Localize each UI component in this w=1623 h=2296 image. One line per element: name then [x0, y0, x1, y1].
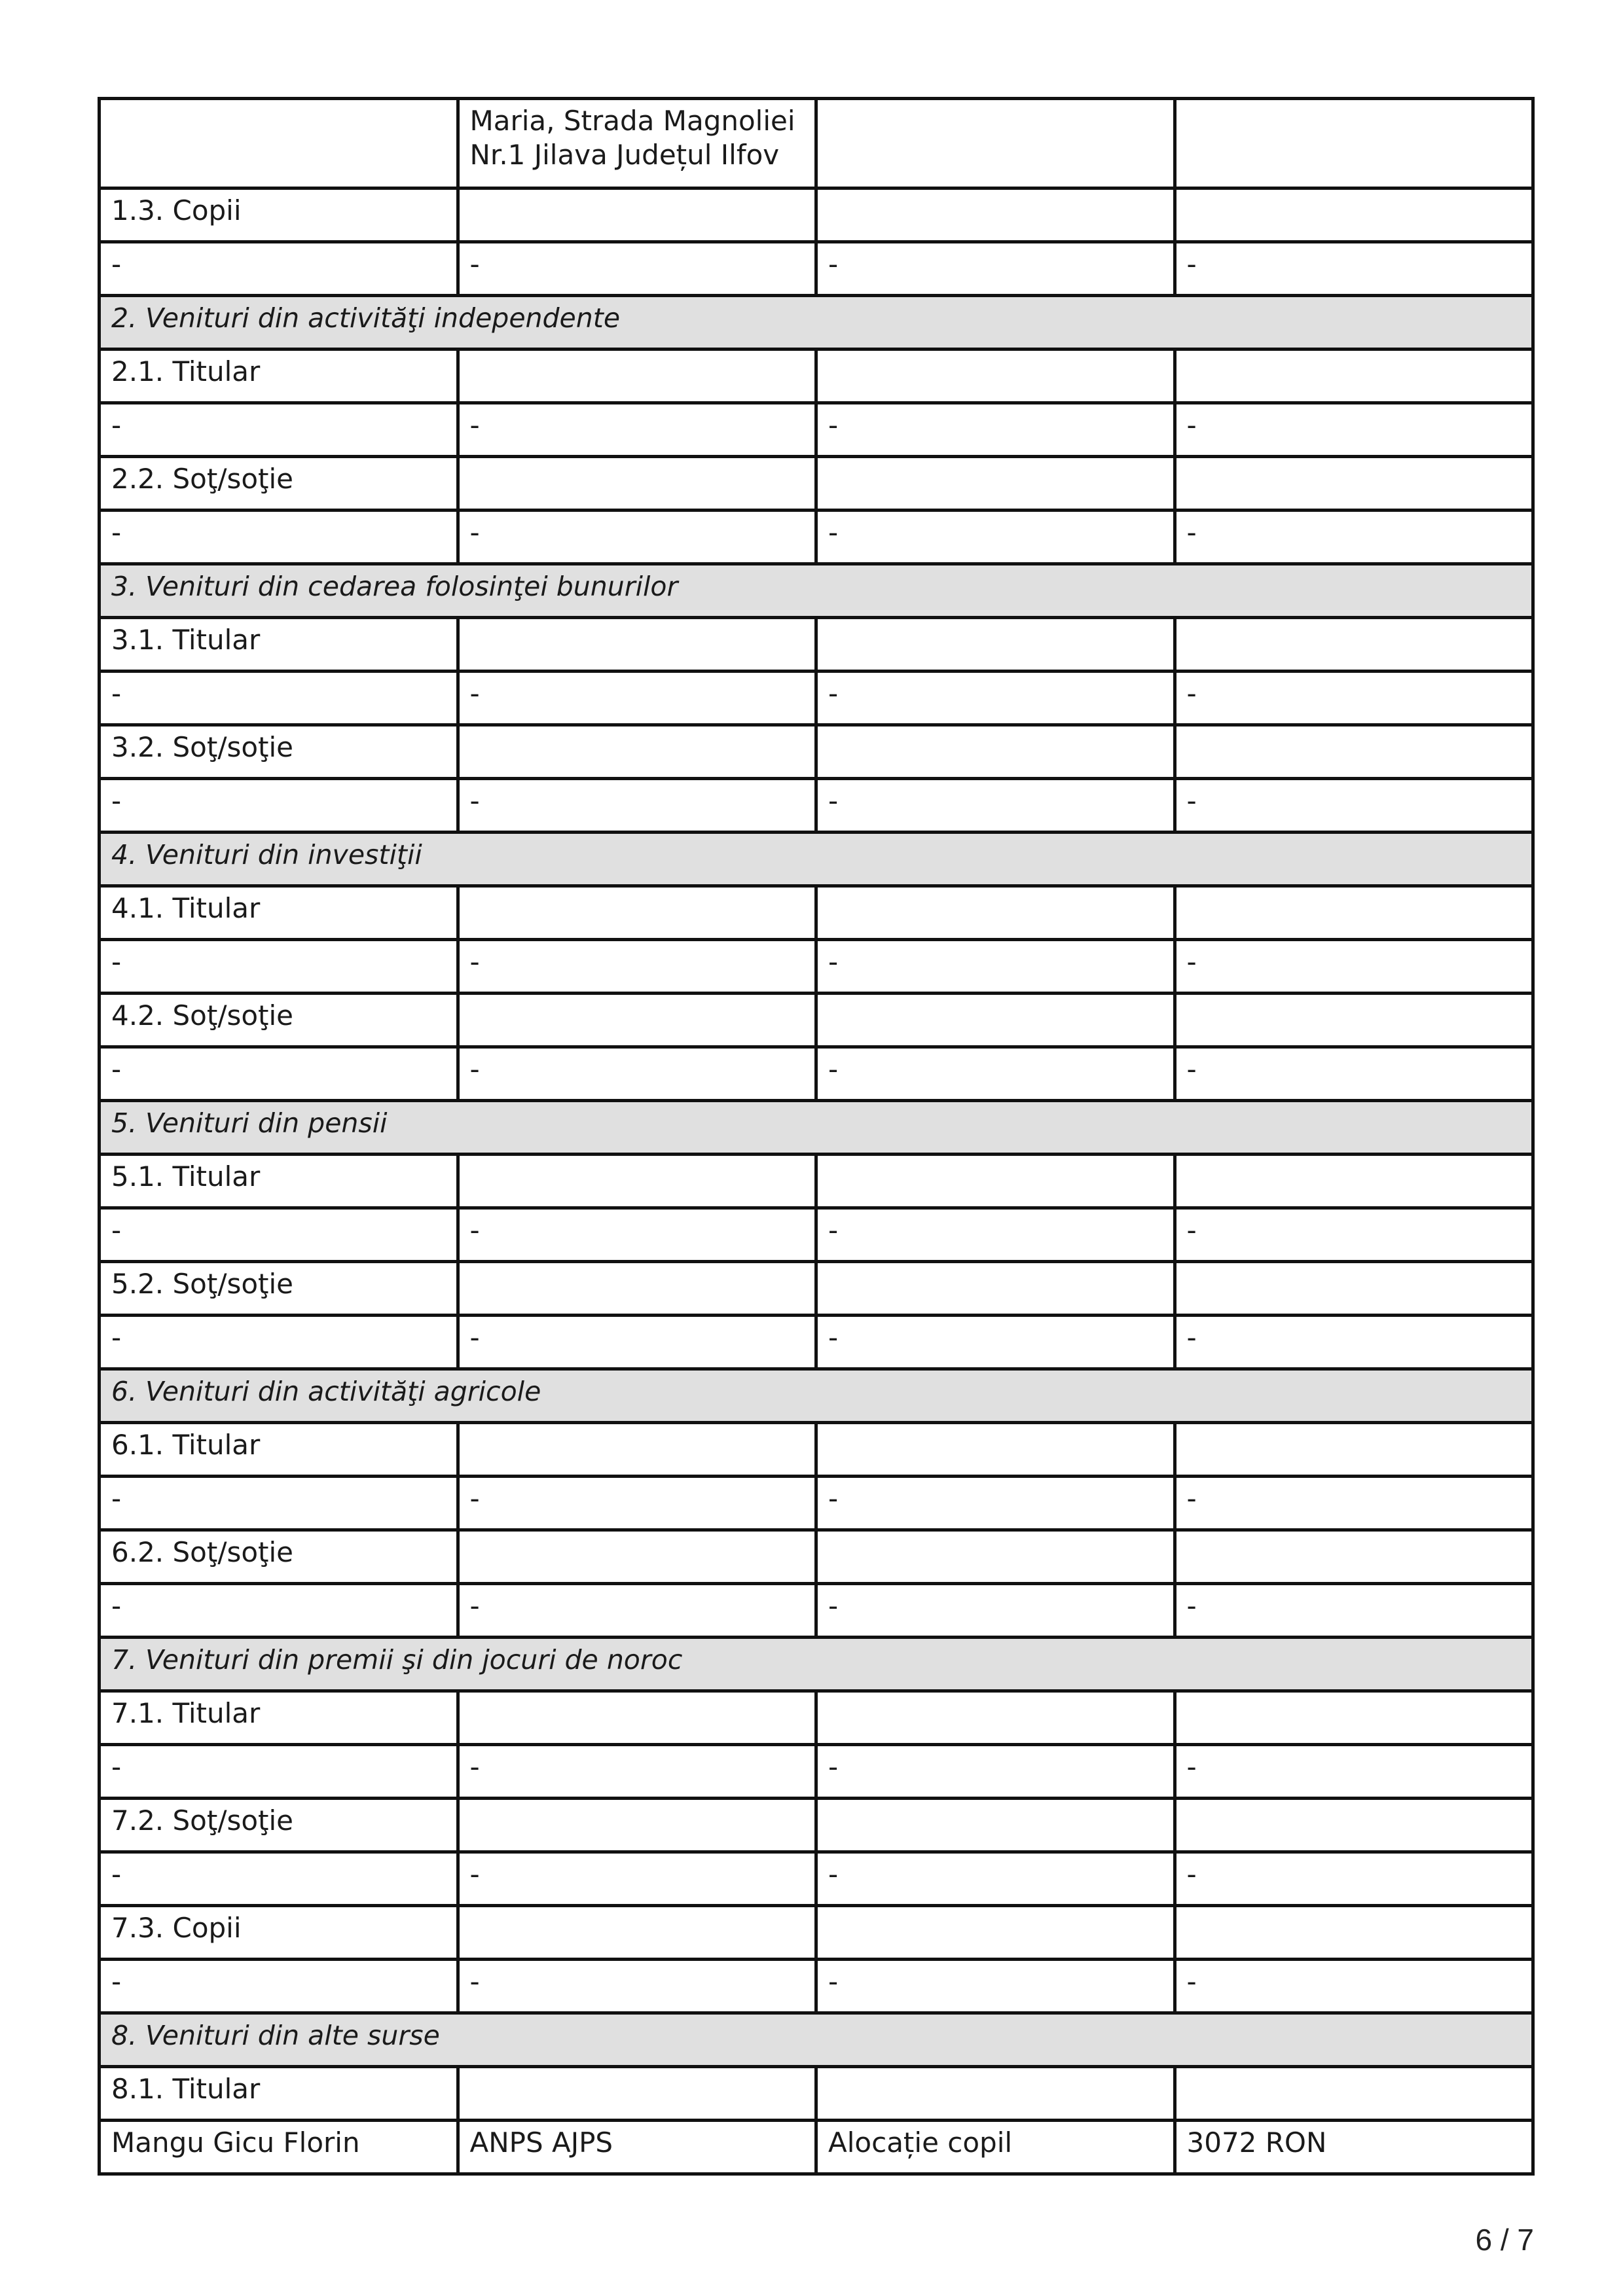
- table-cell: -: [816, 1208, 1175, 1262]
- table-cell: 7.3. Copii: [100, 1906, 458, 1960]
- table-cell: -: [1175, 1477, 1533, 1530]
- table-cell: -: [100, 1316, 458, 1369]
- table-row: [100, 1316, 1533, 1369]
- page-number: 6 / 7: [1475, 2223, 1534, 2257]
- table-cell: -: [100, 940, 458, 994]
- table-cell: -: [1175, 672, 1533, 725]
- table-cell: -: [1175, 1584, 1533, 1638]
- table-cell: -: [1175, 511, 1533, 564]
- table-row: [100, 940, 1533, 994]
- table-cell: -: [458, 1960, 816, 2013]
- table-cell: -: [100, 1047, 458, 1101]
- table-cell: -: [100, 672, 458, 725]
- table-cell: [458, 994, 816, 1047]
- table-cell: [1175, 457, 1533, 511]
- table-cell: -: [1175, 1208, 1533, 1262]
- table-cell: -: [1175, 940, 1533, 994]
- table-cell: -: [100, 1584, 458, 1638]
- table-cell: -: [816, 511, 1175, 564]
- table-row: [100, 1691, 1533, 1745]
- table-cell: [1175, 1799, 1533, 1852]
- table-cell: -: [100, 511, 458, 564]
- table-cell: Mangu Gicu Florin: [100, 2121, 458, 2174]
- table-cell: -: [816, 1745, 1175, 1799]
- table-cell: [458, 457, 816, 511]
- table-row: [100, 1477, 1533, 1530]
- table-cell: [458, 1423, 816, 1477]
- table-cell: -: [100, 1852, 458, 1906]
- table-cell: [1175, 1262, 1533, 1316]
- section-header-row: [100, 1101, 1533, 1155]
- table-cell: 6.2. Soţ/soţie: [100, 1530, 458, 1584]
- table-cell: -: [1175, 1852, 1533, 1906]
- table-row: [100, 1745, 1533, 1799]
- table-cell: [816, 2067, 1175, 2121]
- section-title: 3. Venituri din cedarea folosinţei bunurilor: [100, 564, 1533, 618]
- table-cell: [816, 1691, 1175, 1745]
- table-cell: [816, 1799, 1175, 1852]
- table-cell: [1175, 1155, 1533, 1208]
- table-cell: -: [816, 1316, 1175, 1369]
- table-cell: [816, 457, 1175, 511]
- table-cell: [816, 725, 1175, 779]
- table-cell: Maria, Strada Magnoliei Nr.1 Jilava Județul Ilfov: [458, 99, 816, 188]
- table-cell: -: [458, 1477, 816, 1530]
- table-cell: [816, 99, 1175, 188]
- table-cell: -: [1175, 1745, 1533, 1799]
- table-cell: -: [458, 779, 816, 833]
- table-cell: -: [458, 511, 816, 564]
- table-cell: [458, 350, 816, 403]
- table-cell: [816, 1423, 1175, 1477]
- table-cell: [1175, 2067, 1533, 2121]
- table-row: [100, 1530, 1533, 1584]
- table-row: [100, 1960, 1533, 2013]
- table-cell: -: [458, 1745, 816, 1799]
- table-row: [100, 886, 1533, 940]
- table-cell: -: [816, 779, 1175, 833]
- table-row: [100, 1852, 1533, 1906]
- table-cell: [1175, 1691, 1533, 1745]
- table-cell: [1175, 1530, 1533, 1584]
- table-row: [100, 1262, 1533, 1316]
- table-cell: -: [100, 1960, 458, 2013]
- table-cell: [1175, 350, 1533, 403]
- table-cell: [1175, 99, 1533, 188]
- section-title: 8. Venituri din alte surse: [100, 2013, 1533, 2067]
- table-row: [100, 994, 1533, 1047]
- table-cell: 6.1. Titular: [100, 1423, 458, 1477]
- table-cell: -: [100, 1745, 458, 1799]
- table-cell: -: [1175, 1960, 1533, 2013]
- table-cell: -: [1175, 403, 1533, 457]
- table-cell: -: [1175, 1316, 1533, 1369]
- table-cell: -: [100, 1208, 458, 1262]
- table-cell: 3.1. Titular: [100, 618, 458, 672]
- section-title: 2. Venituri din activităţi independente: [100, 296, 1533, 350]
- table-cell: [458, 618, 816, 672]
- table-cell: ANPS AJPS: [458, 2121, 816, 2174]
- table-cell: 1.3. Copii: [100, 188, 458, 242]
- table-cell: [458, 1906, 816, 1960]
- table-cell: -: [816, 672, 1175, 725]
- table-cell: [458, 1530, 816, 1584]
- table-cell: 7.2. Soţ/soţie: [100, 1799, 458, 1852]
- table-cell: [458, 886, 816, 940]
- table-cell: -: [100, 403, 458, 457]
- table-cell: -: [100, 242, 458, 296]
- income-table: [98, 97, 1535, 2176]
- table-cell: -: [816, 403, 1175, 457]
- table-cell: Alocație copil: [816, 2121, 1175, 2174]
- table-cell: 3.2. Soţ/soţie: [100, 725, 458, 779]
- table-cell: -: [458, 1852, 816, 1906]
- table-cell: [816, 1262, 1175, 1316]
- table-cell: -: [458, 1316, 816, 1369]
- section-header-row: [100, 833, 1533, 886]
- table-cell: -: [458, 1584, 816, 1638]
- table-cell: [1175, 618, 1533, 672]
- table-row: [100, 2067, 1533, 2121]
- section-header-row: [100, 1369, 1533, 1423]
- table-cell: [458, 1691, 816, 1745]
- table-row: [100, 242, 1533, 296]
- table-cell: -: [1175, 779, 1533, 833]
- table-row: [100, 1906, 1533, 1960]
- table-cell: [1175, 1423, 1533, 1477]
- section-title: 5. Venituri din pensii: [100, 1101, 1533, 1155]
- table-cell: 7.1. Titular: [100, 1691, 458, 1745]
- table-row: [100, 1155, 1533, 1208]
- table-cell: [1175, 886, 1533, 940]
- table-cell: -: [458, 672, 816, 725]
- table-row: [100, 1208, 1533, 1262]
- table-row: [100, 1047, 1533, 1101]
- table-row: [100, 779, 1533, 833]
- table-cell: 4.2. Soţ/soţie: [100, 994, 458, 1047]
- table-row: [100, 99, 1533, 188]
- section-title: 6. Venituri din activităţi agricole: [100, 1369, 1533, 1423]
- table-cell: [816, 886, 1175, 940]
- table-cell: -: [100, 1477, 458, 1530]
- table-row: [100, 672, 1533, 725]
- section-title: 4. Venituri din investiţii: [100, 833, 1533, 886]
- table-row: [100, 725, 1533, 779]
- table-cell: 2.1. Titular: [100, 350, 458, 403]
- table-cell: [816, 1530, 1175, 1584]
- table-cell: [458, 1799, 816, 1852]
- table-cell: [816, 1906, 1175, 1960]
- table-row: [100, 457, 1533, 511]
- section-header-row: [100, 564, 1533, 618]
- table-cell: 4.1. Titular: [100, 886, 458, 940]
- table-cell: [816, 618, 1175, 672]
- table-cell: 2.2. Soţ/soţie: [100, 457, 458, 511]
- table-row: [100, 511, 1533, 564]
- table-cell: -: [816, 1477, 1175, 1530]
- table-row: [100, 618, 1533, 672]
- table-cell: [1175, 725, 1533, 779]
- table-cell: -: [816, 1584, 1175, 1638]
- section-title: 7. Venituri din premii şi din jocuri de noroc: [100, 1638, 1533, 1691]
- table-cell: -: [458, 1208, 816, 1262]
- table-cell: -: [816, 940, 1175, 994]
- table-cell: [458, 1262, 816, 1316]
- section-header-row: [100, 1638, 1533, 1691]
- table-cell: [816, 350, 1175, 403]
- table-row: [100, 350, 1533, 403]
- table-cell: -: [1175, 1047, 1533, 1101]
- table-cell: -: [1175, 242, 1533, 296]
- table-cell: [458, 188, 816, 242]
- table-cell: [458, 1155, 816, 1208]
- table-cell: [816, 1155, 1175, 1208]
- income-table-body: [100, 99, 1533, 2174]
- section-header-row: [100, 2013, 1533, 2067]
- table-cell: [816, 994, 1175, 1047]
- table-cell: [816, 188, 1175, 242]
- table-cell: [100, 99, 458, 188]
- table-row: [100, 2121, 1533, 2174]
- section-header-row: [100, 296, 1533, 350]
- table-cell: -: [816, 242, 1175, 296]
- table-cell: -: [458, 403, 816, 457]
- table-row: [100, 1584, 1533, 1638]
- table-row: [100, 188, 1533, 242]
- table-cell: -: [100, 779, 458, 833]
- table-cell: [1175, 1906, 1533, 1960]
- table-row: [100, 1799, 1533, 1852]
- table-cell: -: [816, 1960, 1175, 2013]
- table-row: [100, 1423, 1533, 1477]
- table-cell: [458, 725, 816, 779]
- table-cell: [1175, 994, 1533, 1047]
- table-cell: 8.1. Titular: [100, 2067, 458, 2121]
- table-cell: [1175, 188, 1533, 242]
- table-cell: -: [458, 242, 816, 296]
- table-cell: -: [816, 1852, 1175, 1906]
- table-cell: -: [816, 1047, 1175, 1101]
- table-cell: 3072 RON: [1175, 2121, 1533, 2174]
- table-cell: [458, 2067, 816, 2121]
- table-row: [100, 403, 1533, 457]
- table-cell: 5.2. Soţ/soţie: [100, 1262, 458, 1316]
- table-cell: -: [458, 1047, 816, 1101]
- table-cell: 5.1. Titular: [100, 1155, 458, 1208]
- table-cell: -: [458, 940, 816, 994]
